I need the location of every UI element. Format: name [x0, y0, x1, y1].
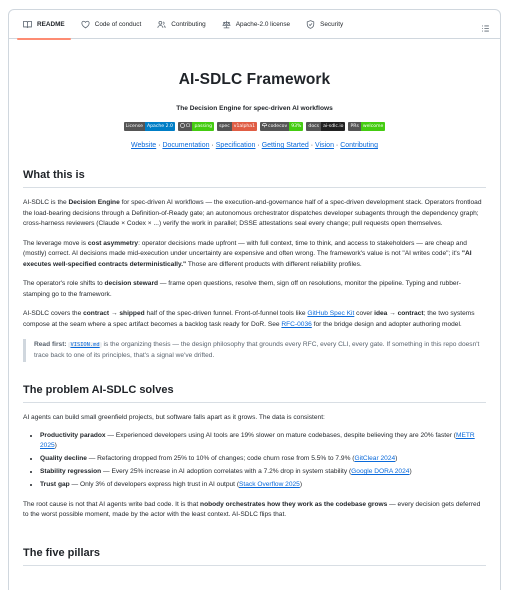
- paragraph-operator-role: The operator's role shifts to decision steward — frame open questions, resolve them, sign off on resolutions, monitor the pipeline. Typing and rubber-stamping go to the framework.: [23, 280, 461, 298]
- link-contributing[interactable]: Contributing: [340, 142, 378, 149]
- badge-label: License: [125, 124, 143, 129]
- readme-body: [9, 71, 500, 566]
- readme-panel: [8, 9, 501, 590]
- link-documentation[interactable]: Documentation: [162, 142, 210, 149]
- link-website[interactable]: Website: [131, 142, 157, 149]
- shield-icon: [306, 20, 315, 29]
- link-separator: ·: [333, 142, 341, 149]
- book-icon: [23, 20, 32, 29]
- link-stack-overflow-2025[interactable]: Stack Overflow 2025: [239, 481, 300, 488]
- badge-label: docs: [308, 124, 320, 129]
- section-heading-what-this-is: What this is: [23, 169, 486, 188]
- paragraph-cost-asymmetry: The leverage move is cost asymmetry: operator decisions made upfront — with full context, time to think, and access to stakeholders — are cheap and (mostly) correct. AI decisions made mid-execution under uncertainty are expensive and often wrong. The framework's value is not "AI writes code"; it's "AI executes well-specified contracts deterministically." Those are different products with different reliability profiles.: [23, 239, 472, 268]
- tab-security[interactable]: [298, 10, 351, 39]
- link-github-spec-kit[interactable]: GitHub Spec Kit: [307, 310, 355, 317]
- paragraph-funnel: AI-SDLC covers the contract → shipped half of the spec-driven funnel. Front-of-funnel tools like GitHub Spec Kit cover idea → contract; the two systems compose at the seam where a spec artifact becomes a backlog task ready for DoR. See RFC-0036 for the bridge design and adopter authoring model.: [23, 310, 475, 328]
- prs-badge[interactable]: [348, 122, 385, 131]
- github-icon: [180, 123, 185, 128]
- tab-code-of-conduct[interactable]: [73, 10, 150, 39]
- page-title: AI-SDLC Framework: [178, 71, 331, 88]
- tab-label: Code of conduct: [94, 20, 142, 28]
- badge-value: passing: [194, 124, 213, 129]
- ci-badge[interactable]: [178, 122, 214, 131]
- tab-readme[interactable]: [15, 10, 73, 39]
- tab-label: Contributing: [171, 20, 206, 28]
- paragraph-problem-intro: AI agents can build small greenfield projects, but software falls apart as it grows. The data is consistent:: [23, 414, 325, 421]
- badge-value: v1alpha1: [233, 124, 256, 129]
- paragraph-root-cause: The root cause is not that AI agents write bad code. It is that nobody orchestrates how they work as the codebase grows — every decision gets deferred to the worst possible moment, made by the actor with the least context. AI-SDLC flips that.: [23, 500, 481, 518]
- section-heading-five-pillars: The five pillars: [23, 547, 486, 566]
- tab-label: README: [37, 20, 65, 28]
- spec-badge[interactable]: [217, 122, 257, 131]
- people-icon: [157, 20, 166, 29]
- docs-badge[interactable]: [306, 122, 345, 131]
- tab-label: Apache-2.0 license: [235, 20, 291, 28]
- badge-label: spec: [219, 124, 230, 129]
- nav-links: [23, 142, 486, 149]
- list-item: • Quality decline — Refactoring dropped from 25% to 10% of changes; code churn rose from 5.5% to 7.9% (GitClear 2024): [40, 454, 486, 465]
- badge-value: Apache 2.0: [146, 124, 173, 129]
- list-icon[interactable]: [481, 20, 490, 29]
- badge-row: [23, 122, 486, 131]
- link-specification[interactable]: Specification: [215, 142, 256, 149]
- link-metr-2025[interactable]: METR 2025: [40, 431, 475, 449]
- license-badge[interactable]: [124, 122, 175, 131]
- heart-icon: [81, 20, 90, 29]
- link-separator: ·: [209, 142, 216, 149]
- tab-license[interactable]: [214, 10, 298, 39]
- umbrella-icon: [262, 123, 267, 128]
- badge-label: PRs: [350, 124, 359, 129]
- list-item: • Trust gap — Only 3% of developers express high trust in AI output (Stack Overflow 2025): [40, 480, 486, 491]
- link-separator: ·: [308, 142, 316, 149]
- scale-icon: [222, 20, 231, 29]
- read-first-note: Read first: VISION.md is the organizing thesis — the design philosophy that grounds every RFC, every CLI, every gate. If something in this repo doesn't trace back to one of its principles, that's a signal we've drifted.: [23, 339, 486, 362]
- link-separator: ·: [255, 142, 262, 149]
- badge-value: ai-sdlc.io: [323, 124, 344, 129]
- list-item: • Productivity paradox — Experienced developers using AI tools are 19% slower on mature codebases, despite believing they are 20% faster (METR 2025): [40, 431, 486, 452]
- link-vision-md[interactable]: VISION.md: [70, 342, 100, 348]
- paragraph-decision-engine: AI-SDLC is the Decision Engine for spec-driven AI workflows — the execution-and-governance half of a spec-driven development stack. Operators frontload the load-bearing decisions through a Definition-of-Ready gate; an autonomous orchestrator dispatches developer subagents through the dependency graph; cross-harness reviewers (Claude × Codex × ...) verify the work in parallel; DSSE attestations seal every change; pull requests open themselves.: [23, 199, 482, 227]
- badge-value: 93%: [291, 124, 302, 129]
- link-vision[interactable]: Vision: [315, 142, 334, 149]
- tab-label: Security: [320, 20, 344, 28]
- badge-label: CI: [178, 122, 193, 131]
- list-item: • Stability regression — Every 25% increase in AI adoption correlates with a 7.2% drop in system stability (Google DORA 2024): [40, 467, 486, 478]
- link-google-dora-2024[interactable]: Google DORA 2024: [351, 468, 410, 475]
- link-gitclear-2024[interactable]: GitClear 2024: [354, 455, 396, 462]
- link-getting-started[interactable]: Getting Started: [261, 142, 309, 149]
- badge-label: codecov: [260, 122, 289, 131]
- section-heading-problem: The problem AI-SDLC solves: [23, 384, 486, 403]
- tab-contributing[interactable]: [149, 10, 213, 39]
- readme-tab-bar: [9, 10, 500, 39]
- problem-list: [23, 431, 486, 491]
- codecov-badge[interactable]: [260, 122, 303, 131]
- link-separator: ·: [156, 142, 163, 149]
- badge-value: welcome: [362, 124, 384, 129]
- tagline: The Decision Engine for spec-driven AI workflows: [176, 105, 333, 112]
- link-rfc-0036[interactable]: RFC-0036: [281, 320, 312, 328]
